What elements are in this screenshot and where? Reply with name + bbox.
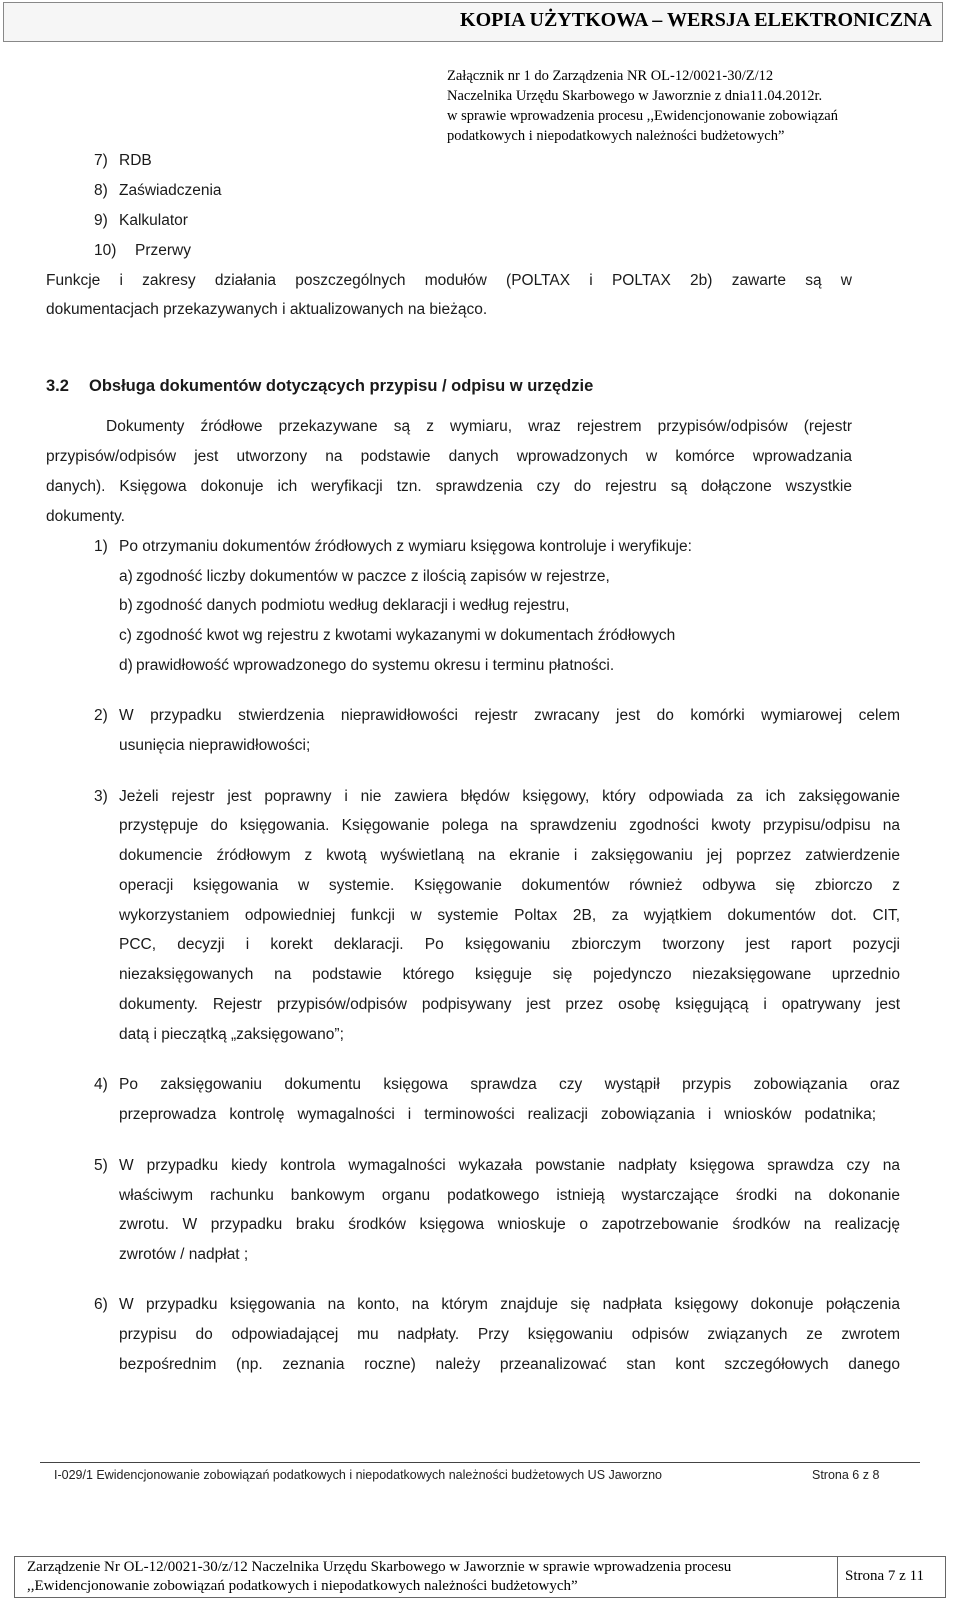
item-number: 2) <box>94 707 108 724</box>
item-line: Jeżeli rejestr jest poprawny i nie zawiera błędów księgowy, który odpowiada za ich zaksięgowanie <box>119 788 900 805</box>
list-item: Zaświadczenia <box>119 182 222 199</box>
subitem-letter: b) <box>119 597 133 614</box>
item-line: właściwym rachunku bankowym organu podatkowego istnieją wystarczające środki na dokonanie <box>119 1187 900 1204</box>
item-line: W przypadku kiedy kontrola wymagalności wykazała powstanie nadpłaty księgowa sprawdza czy na <box>119 1157 900 1174</box>
subitem-letter: d) <box>119 657 133 674</box>
item-line: W przypadku stwierdzenia nieprawidłowości rejestr zwracany jest do komórki wymiarowej celem <box>119 707 900 724</box>
paragraph-line: danych). Księgowa dokonuje ich weryfikacji tzn. sprawdzenia czy do rejestru są dołączone wszystkie <box>46 478 852 495</box>
subitem-letter: c) <box>119 627 132 644</box>
item-line: W przypadku księgowania na konto, na którym znajduje się nadpłata księgowy dokonuje połączenia <box>119 1296 900 1313</box>
item-line: wykorzystaniem odpowiedniej funkcji w systemie Poltax 2B, za wyjątkiem dokumentów dot. CIT, <box>119 907 900 924</box>
document-footer <box>14 1556 946 1598</box>
item-line: PCC, decyzji i korekt deklaracji. Po księgowaniu zbiorczym tworzony jest raport pozycji <box>119 936 900 953</box>
subitem-text: zgodność danych podmiotu według deklaracji i według rejestru, <box>136 597 570 614</box>
subitem-letter: a) <box>119 568 133 585</box>
list-number: 8) <box>94 182 108 199</box>
scan-footer-text: I-029/1 Ewidencjonowanie zobowiązań podatkowych i niepodatkowych należności budżetowych US Jaworzno <box>54 1468 662 1482</box>
subitem-text: zgodność liczby dokumentów w paczce z ilością zapisów w rejestrze, <box>136 568 610 585</box>
list-number: 10) <box>94 242 117 259</box>
item-line: dokumenty. Rejestr przypisów/odpisów podpisywany jest przez osobę księgującą i opatrywany jest <box>119 996 900 1013</box>
item-line: dokumencie źródłowym z kwotą wyświetlaną na ekranie i zaksięgowaniu jej poprzez zatwierdzenie <box>119 847 900 864</box>
footer-rule <box>40 1462 920 1463</box>
attachment-line: Załącznik nr 1 do Zarządzenia NR OL-12/0021-30/Z/12 <box>447 68 774 84</box>
item-number: 6) <box>94 1296 108 1313</box>
paragraph-line: dokumentacjach przekazywanych i aktualizowanych na bieżąco. <box>46 301 488 318</box>
item-line: Po zaksięgowaniu dokumentu księgowa sprawdza czy wystąpił przypis zobowiązania oraz <box>119 1076 900 1093</box>
header-title: KOPIA UŻYTKOWA – WERSJA ELEKTRONICZNA <box>460 9 932 31</box>
list-item: RDB <box>119 152 152 169</box>
list-number: 9) <box>94 212 108 229</box>
item-line: zwrotu. W przypadku braku środków księgowa wnioskuje o zapotrzebowanie środków na realizację <box>119 1216 900 1233</box>
subitem-text: zgodność kwot wg rejestru z kwotami wykazanymi w dokumentach źródłowych <box>136 627 676 644</box>
item-line: Po otrzymaniu dokumentów źródłowych z wymiaru księgowa kontroluje i weryfikuje: <box>119 538 692 555</box>
list-item: Kalkulator <box>119 212 188 229</box>
item-line: przypisu do odpowiadającej mu nadpłaty. Przy księgowaniu odpisów związanych ze zwrotem <box>119 1326 900 1343</box>
attachment-line: w sprawie wprowadzenia procesu ,,Ewidencjonowanie zobowiązań <box>447 108 838 124</box>
item-number: 5) <box>94 1157 108 1174</box>
item-line: przystępuje do księgowania. Księgowanie polega na sprawdzeniu zgodności kwoty przypisu/odpisu na <box>119 817 900 834</box>
item-line: operacji księgowania w systemie. Księgowanie dokumentów również odbywa się zbiorczo z <box>119 877 900 894</box>
paragraph-line: Funkcje i zakresy działania poszczególnych modułów (POLTAX i POLTAX 2b) zawarte są w <box>46 272 852 289</box>
header-banner <box>3 2 943 42</box>
item-line: bezpośrednim (np. zeznania roczne) należy przeanalizować stan kont szczegółowych danego <box>119 1356 900 1373</box>
item-line: zwrotów / nadpłat ; <box>119 1246 249 1263</box>
section-title: Obsługa dokumentów dotyczących przypisu / odpisu w urzędzie <box>89 377 594 395</box>
item-line: przeprowadza kontrolę wymagalności i terminowości realizacji zobowiązania i wniosków podatnika; <box>119 1106 876 1123</box>
list-item: Przerwy <box>135 242 191 259</box>
paragraph-line: dokumenty. <box>46 508 125 525</box>
item-line: datą i pieczątką „zaksięgowano”; <box>119 1026 344 1043</box>
paragraph-line: Dokumenty źródłowe przekazywane są z wymiaru, wraz rejestrem przypisów/odpisów (rejestr <box>106 418 852 435</box>
attachment-line: podatkowych i niepodatkowych należności budżetowych” <box>447 128 785 144</box>
attachment-line: Naczelnika Urzędu Skarbowego w Jaworznie z dnia11.04.2012r. <box>447 88 823 104</box>
item-number: 1) <box>94 538 108 555</box>
item-line: niezaksięgowanych na podstawie którego księguje się pojedynczo niezaksięgowane uprzednio <box>119 966 900 983</box>
item-line: usunięcia nieprawidłowości; <box>119 737 311 754</box>
subitem-text: prawidłowość wprowadzonego do systemu okresu i terminu płatności. <box>136 657 615 674</box>
scan-page-number: Strona 6 z 8 <box>812 1468 880 1482</box>
section-number: 3.2 <box>46 377 69 395</box>
list-number: 7) <box>94 152 108 169</box>
paragraph-line: przypisów/odpisów jest utworzony na podstawie danych wprowadzonych w komórce wprowadzania <box>46 448 852 465</box>
footer-divider <box>837 1557 838 1597</box>
footer-line: ,,Ewidencjonowanie zobowiązań podatkowych i niepodatkowych należności budżetowych” <box>27 1578 578 1594</box>
item-number: 4) <box>94 1076 108 1093</box>
footer-line: Zarządzenie Nr OL-12/0021-30/z/12 Naczelnika Urzędu Skarbowego w Jaworznie w sprawie wprowadzenia procesu <box>27 1559 732 1575</box>
item-number: 3) <box>94 788 108 805</box>
page-number: Strona 7 z 11 <box>845 1568 925 1584</box>
attachment-note <box>447 66 947 146</box>
